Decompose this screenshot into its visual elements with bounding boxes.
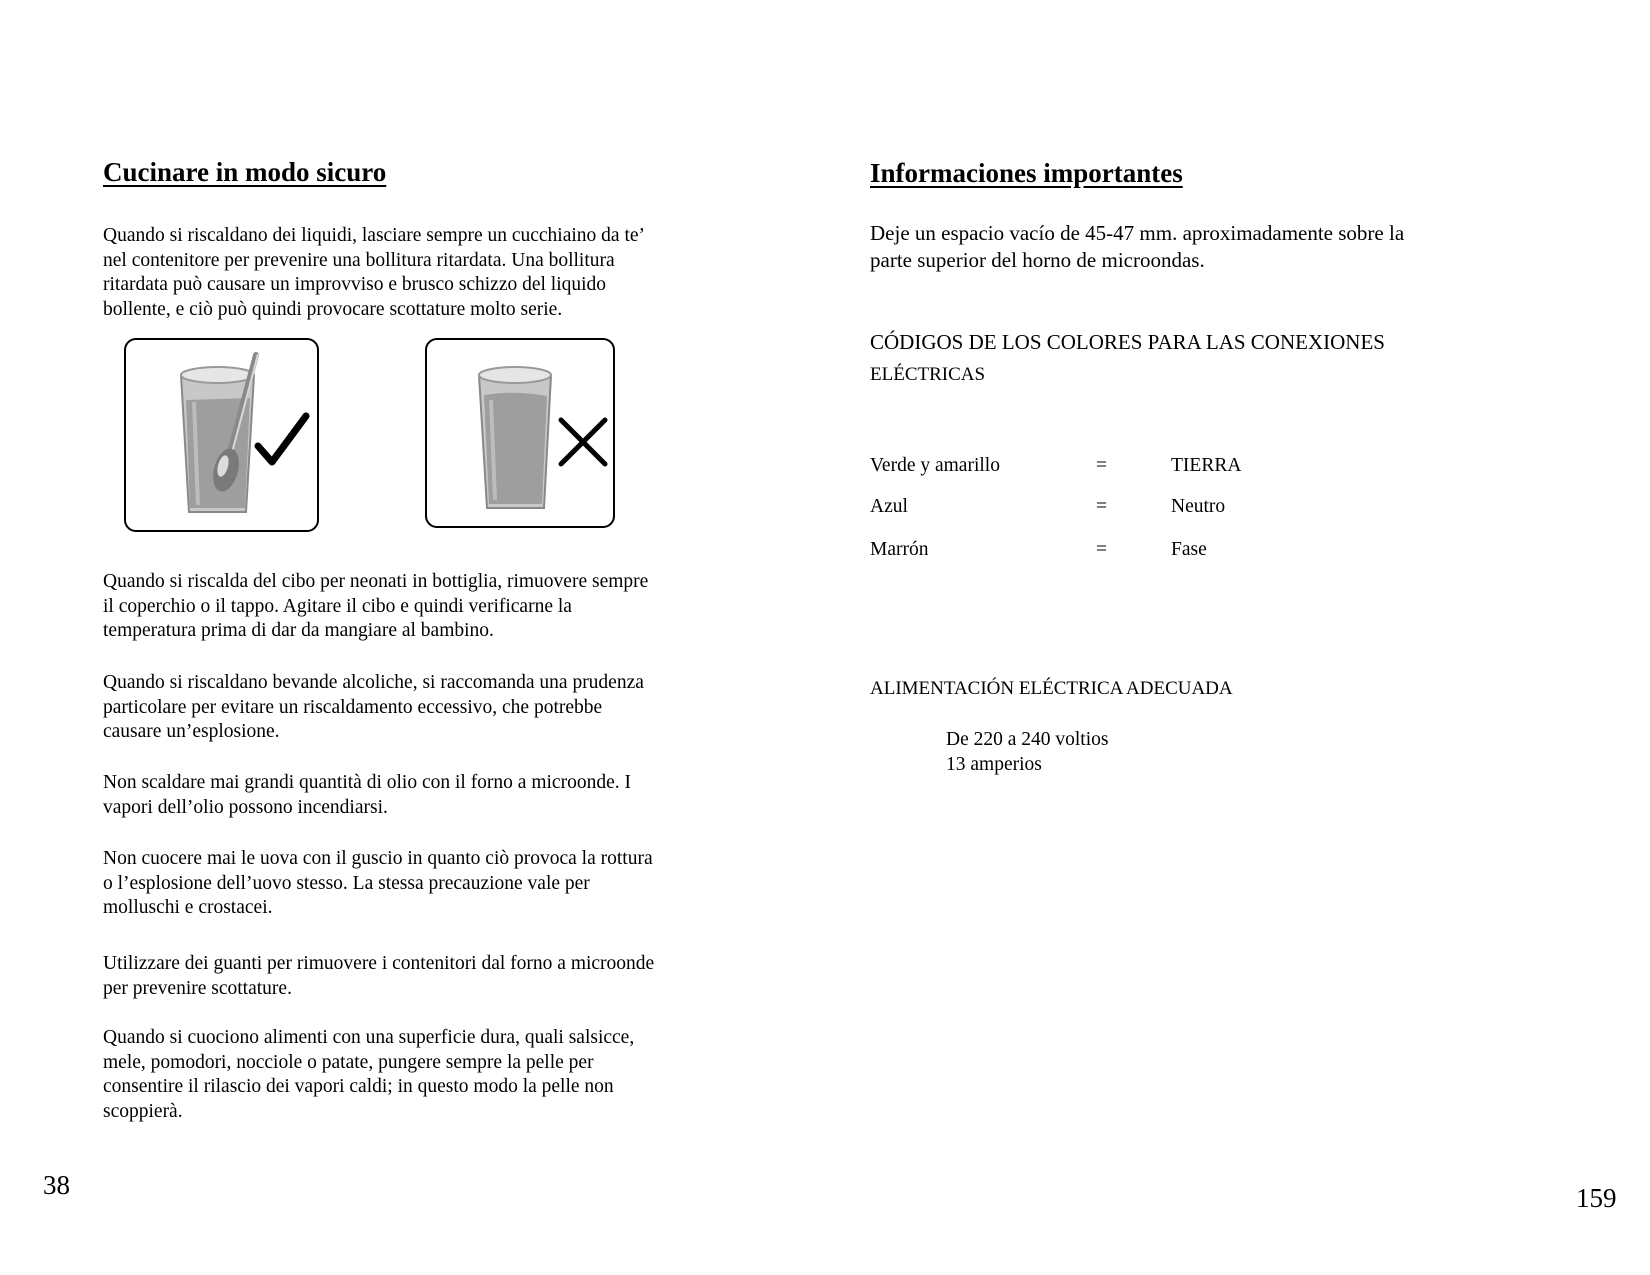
left-paragraph-oil: Non scaldare mai grandi quantità di olio con il forno a microonde. I vapori dell’olio possono incendiarsi.	[103, 772, 631, 818]
left-paragraph-pierce-skin: Quando si cuociono alimenti con una superficie dura, quali salsicce, mele, pomodori, nocciole o patate, pungere sempre la pelle per consentire il rilascio dei vapori caldi; in questo modo la pelle non scoppierà.	[103, 1027, 635, 1122]
color-codes-heading-line2: ELÉCTRICAS	[870, 364, 986, 385]
left-intro-paragraph: Quando si riscaldano dei liquidi, lasciare sempre un cucchiaino da te’ nel contenitore per prevenire una bollitura ritardata. Una bollitura ritardata può causare un improvviso e brusco schizzo del liquido bollente, e ciò può quindi provocare scottature molto serie.	[103, 225, 646, 320]
color-code-meaning: Neutro	[1171, 496, 1226, 517]
right-intro-paragraph: Deje un espacio vacío de 45-47 mm. aproximadamente sobre la parte superior del horno de microondas.	[870, 221, 1405, 272]
color-code-color: Azul	[870, 496, 908, 517]
color-code-color: Verde y amarillo	[870, 455, 1000, 476]
right-page-title: Informaciones importantes	[870, 158, 1183, 188]
left-paragraph-gloves: Utilizzare dei guanti per rimuovere i contenitori dal forno a microonde per prevenire scottature.	[103, 953, 655, 999]
color-code-equals: =	[1096, 539, 1107, 560]
left-page-title: Cucinare in modo sicuro	[103, 157, 387, 187]
color-code-equals: =	[1096, 496, 1107, 517]
checkmark-icon	[254, 412, 312, 470]
glass-without-spoon-illustration	[425, 338, 615, 528]
cross-icon	[557, 416, 609, 468]
left-page-number: 38	[43, 1170, 70, 1200]
color-codes-heading-line1: CÓDIGOS DE LOS COLORES PARA LAS CONEXIONES	[870, 330, 1385, 354]
power-amperage: 13 amperios	[946, 754, 1042, 775]
right-page-number: 159	[1576, 1183, 1617, 1213]
color-code-meaning: TIERRA	[1171, 455, 1242, 476]
glass-with-spoon-illustration	[124, 338, 319, 532]
left-paragraph-baby-food: Quando si riscalda del cibo per neonati in bottiglia, rimuovere sempre il coperchio o il tappo. Agitare il cibo e quindi verificarne la temperatura prima di dar da mangiare al bambino.	[103, 571, 649, 641]
left-paragraph-alcohol: Quando si riscaldano bevande alcoliche, si raccomanda una prudenza particolare per evitare un riscaldamento eccessivo, che potrebbe causare un’esplosione.	[103, 672, 644, 742]
color-code-equals: =	[1096, 455, 1107, 476]
left-paragraph-eggs: Non cuocere mai le uova con il guscio in quanto ciò provoca la rottura o l’esplosione dell’uovo stesso. La stessa precauzione vale per molluschi e crostacei.	[103, 848, 653, 918]
color-code-meaning: Fase	[1171, 539, 1207, 560]
color-code-color: Marrón	[870, 539, 929, 560]
power-supply-heading: ALIMENTACIÓN ELÉCTRICA ADECUADA	[870, 678, 1233, 699]
power-voltage: De 220 a 240 voltios	[946, 729, 1109, 750]
